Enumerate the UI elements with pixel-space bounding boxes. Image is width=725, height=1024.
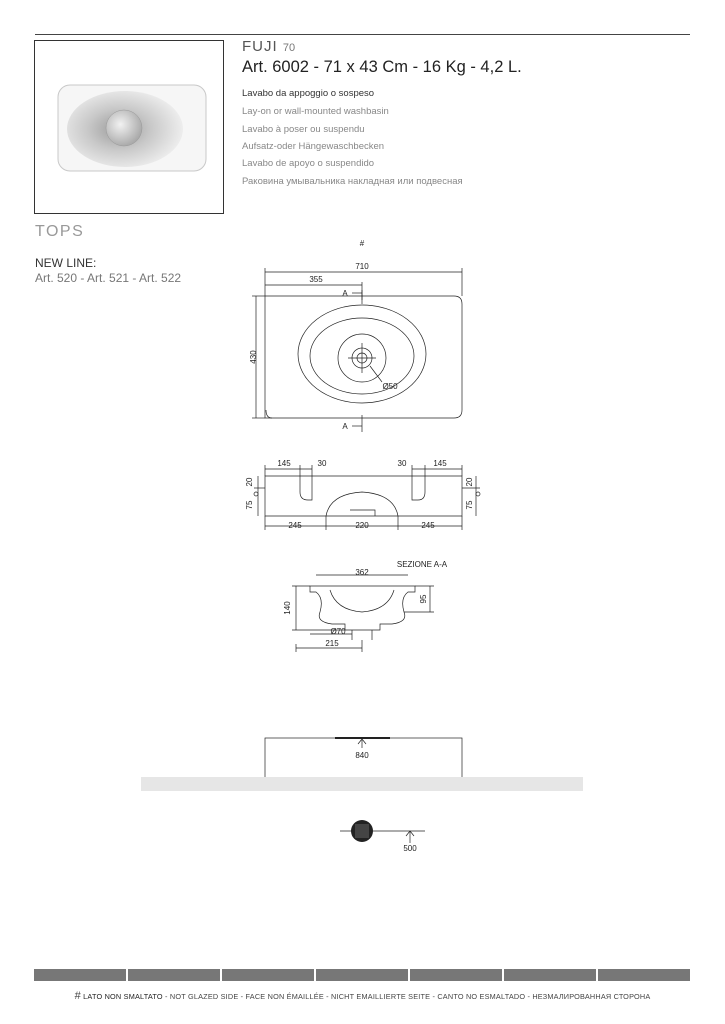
footer-bar-segment — [598, 969, 690, 981]
side-right-marker — [476, 492, 480, 496]
hash-mark: # — [359, 239, 365, 248]
footer-bar-segment — [410, 969, 502, 981]
dim-left-top: 20 — [245, 477, 254, 487]
dim-plan-length: 840 — [355, 751, 369, 760]
dim-half-width: 355 — [309, 275, 323, 284]
tops-plan-band — [141, 777, 583, 791]
dim-left-offset: 145 — [277, 459, 291, 468]
dim-left-height: 75 — [245, 500, 254, 510]
tops-section-core — [355, 824, 369, 838]
dim-bowl-width: 362 — [355, 568, 369, 577]
article-list: Art. 520 - Art. 521 - Art. 522 — [35, 271, 182, 285]
dim-right-span: 245 — [421, 521, 435, 530]
dim-section-drain: Ø70 — [330, 627, 346, 636]
section-title: TOPS — [35, 223, 85, 240]
footer-bar-segment — [34, 969, 126, 981]
new-line-label: NEW LINE: — [35, 256, 97, 270]
dim-tops-depth: 500 — [403, 844, 417, 853]
footer-highlight: LATO NON SMALTATO — [83, 992, 163, 1001]
section-label: SEZIONE A-A — [396, 560, 448, 569]
product-title: Art. 6002 - 71 x 43 Cm - 16 Kg - 4,2 L. — [242, 58, 522, 76]
dim-left-span: 245 — [288, 521, 302, 530]
footer-text: - NOT GLAZED SIDE - FACE NON ÉMAILLÉE - NICHT EMAILLIERTE SEITE - CANTO NO ESMALTADO - НЕЗМАЛИРОВАННАЯ СТОРОНА — [162, 992, 651, 1001]
footer-note — [0, 990, 725, 1002]
dim-right-top: 20 — [465, 477, 474, 487]
description-es: Lavabo de apoyo o suspendido — [242, 158, 375, 169]
series-name: FUJI 70 — [242, 38, 296, 55]
dim-left-slot: 30 — [317, 459, 327, 468]
section-mark-top: A — [342, 289, 348, 298]
dim-mid-span: 220 — [355, 521, 369, 530]
dim-right-slot: 30 — [397, 459, 407, 468]
description-it: Lavabo da appoggio o sospeso — [242, 88, 375, 99]
dim-width: 710 — [355, 262, 369, 271]
description-ru: Раковина умывальника накладная или подвесная — [242, 176, 463, 187]
dim-depth: 430 — [249, 350, 258, 364]
dim-bowl-depth: 95 — [419, 594, 428, 604]
description-de: Aufsatz-oder Hängewaschbecken — [242, 141, 385, 152]
section-mark-bottom: A — [342, 422, 348, 431]
description-fr: Lavabo à poser ou suspendu — [242, 124, 365, 135]
top-view — [252, 268, 462, 432]
section-view — [292, 575, 434, 652]
dim-drain-offset: 215 — [325, 639, 339, 648]
footer-bar-segment — [504, 969, 596, 981]
dim-drain: Ø50 — [382, 382, 398, 391]
series-number: 70 — [282, 42, 296, 54]
dim-right-height: 75 — [465, 500, 474, 510]
footer-bar-segment — [316, 969, 408, 981]
dim-right-offset: 145 — [433, 459, 447, 468]
footer-bar-segment — [222, 969, 314, 981]
side-left-marker — [254, 492, 258, 496]
dim-section-height: 140 — [283, 601, 292, 615]
footer-bar-segment — [128, 969, 220, 981]
footer-hash: # — [74, 990, 81, 1002]
description-en: Lay-on or wall-mounted washbasin — [242, 106, 389, 117]
